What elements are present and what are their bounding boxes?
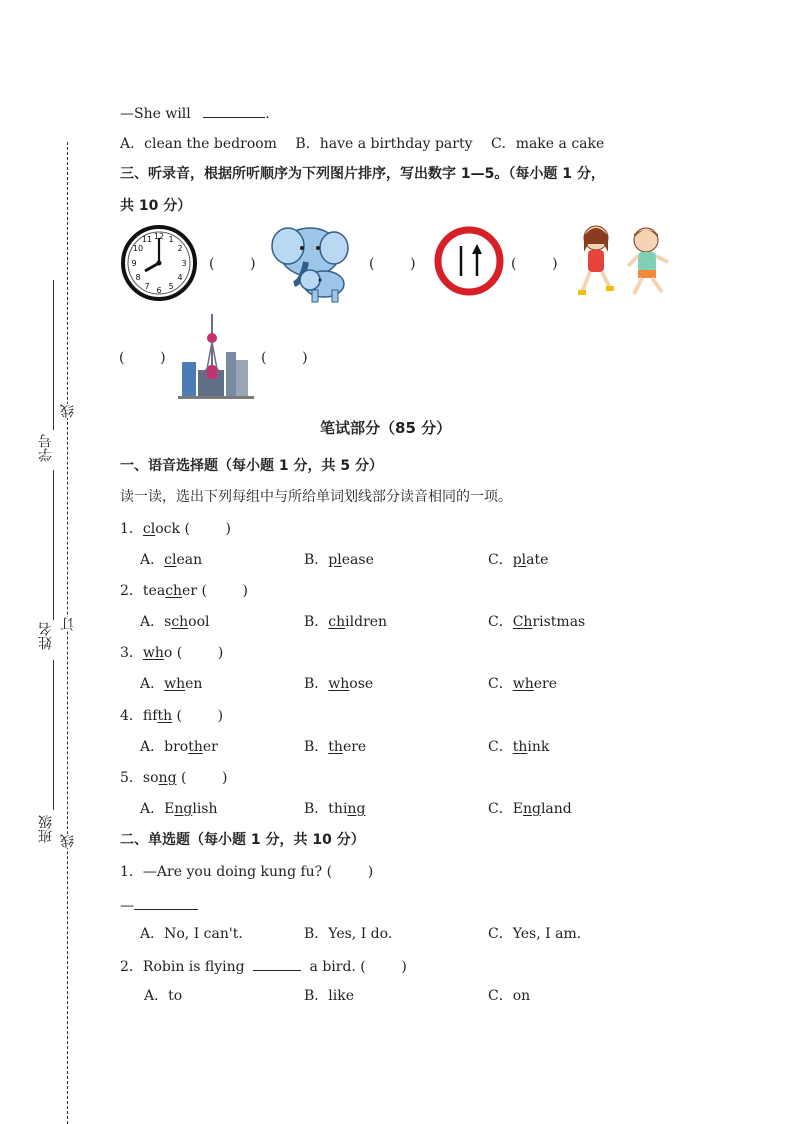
phonics-item-5-option-b[interactable]: B．thing: [304, 801, 366, 817]
mc-question-1-stem: 1．—Are you doing kung fu? ( ): [120, 864, 374, 880]
option-a-letter: A．: [120, 136, 145, 152]
student-id-underline: [53, 280, 54, 430]
svg-text:2: 2: [177, 244, 183, 253]
phonics-item-3-option-b[interactable]: B．whose: [304, 676, 374, 692]
phonics-item-1-option-a[interactable]: A．clean: [140, 552, 203, 568]
svg-text:1: 1: [168, 235, 174, 244]
clock-icon: [120, 224, 198, 302]
svg-text:4: 4: [177, 273, 183, 282]
answer-blank[interactable]: [134, 896, 198, 910]
binding-mark-xian-top: 线: [60, 404, 76, 418]
binding-dashed-line: [67, 142, 68, 1124]
phonics-item-2-option-c[interactable]: C．Christmas: [488, 614, 586, 630]
answer-blank[interactable]: [203, 104, 265, 118]
section3-title: 三、听录音，根据所听顺序为下列图片排序，写出数字 1—5。（每小题 1 分，: [120, 166, 605, 182]
name-label: 姓名: [38, 622, 54, 650]
phonics-item-4-option-c[interactable]: C．think: [488, 739, 550, 755]
section1-title: 一、语音选择题（每小题 1 分，共 5 分）: [120, 458, 383, 474]
binding-mark-ding: 订: [60, 617, 76, 631]
mc-question-1-option-c[interactable]: C．Yes, I am.: [488, 926, 582, 942]
phonics-item-5-option-c[interactable]: C．England: [488, 801, 572, 817]
phonics-item-2: 2．teacher ( ): [120, 583, 249, 599]
answer-paren[interactable]: ( ): [180, 521, 231, 537]
written-part-heading: 笔试部分（85 分）: [320, 419, 452, 437]
section3-title-cont: 共 10 分）: [120, 198, 192, 214]
answer-blank[interactable]: [253, 957, 301, 971]
svg-text:7: 7: [144, 282, 150, 291]
binding-mark-xian-bottom: 线: [60, 834, 76, 848]
phonics-item-5: 5．song ( ): [120, 770, 228, 786]
phonics-item-5-option-a[interactable]: A．English: [140, 801, 218, 817]
answer-paren-3[interactable]: ( ): [511, 256, 558, 272]
mc-question-2-option-a[interactable]: A．to: [144, 988, 183, 1004]
name-underline: [53, 470, 54, 620]
phonics-item-3-option-a[interactable]: A．when: [140, 676, 203, 692]
option-b-letter: B．: [295, 136, 320, 152]
phonics-item-1: 1．clock ( ): [120, 521, 231, 537]
answer-paren-5[interactable]: ( ): [261, 350, 308, 366]
prev-question-stem: —She will .: [120, 106, 270, 122]
class-underline: [53, 660, 54, 810]
phonics-item-4: 4．fifth ( ): [120, 708, 224, 724]
prev-question-text: —She will: [120, 106, 191, 122]
elephant-icon: [262, 222, 350, 304]
phonics-item-4-option-b[interactable]: B．there: [304, 739, 367, 755]
phonics-item-3-option-c[interactable]: C．where: [488, 676, 557, 692]
phonics-item-1-option-c[interactable]: C．plate: [488, 552, 549, 568]
answer-paren-4[interactable]: ( ): [119, 350, 166, 366]
answer-paren[interactable]: ( ): [172, 708, 224, 724]
student-id-label: 学号: [38, 434, 54, 462]
svg-text:5: 5: [168, 282, 174, 291]
section2-title: 二、单选题（每小题 1 分，共 10 分）: [120, 832, 365, 848]
prev-question-options: [120, 136, 604, 152]
option-c-letter: C．: [490, 136, 516, 152]
option-c-text: make a cake: [515, 136, 605, 152]
section1-instruction: 读一读，选出下列每组中与所给单词划线部分读音相同的一项。: [120, 489, 512, 505]
phonics-item-1-option-b[interactable]: B．please: [304, 552, 374, 568]
option-b-text: have a birthday party: [319, 136, 473, 152]
city-skyline-icon: [178, 312, 254, 400]
mc-question-1-option-a[interactable]: A．No, I can't.: [140, 926, 243, 942]
answer-paren[interactable]: ( ): [176, 770, 228, 786]
phonics-item-3: 3．who ( ): [120, 645, 224, 661]
svg-text:10: 10: [132, 244, 144, 253]
phonics-item-2-option-a[interactable]: A．school: [140, 614, 210, 630]
mc-question-2-stem: 2．Robin is flying a bird. ( ): [120, 959, 407, 975]
svg-text:8: 8: [135, 273, 141, 282]
mc-question-2-option-b[interactable]: B．like: [304, 988, 355, 1004]
answer-paren[interactable]: ( ): [197, 583, 249, 599]
answer-paren[interactable]: ( ): [172, 645, 224, 661]
phonics-item-2-option-b[interactable]: B．children: [304, 614, 388, 630]
svg-text:9: 9: [131, 259, 137, 268]
svg-text:12: 12: [153, 232, 165, 241]
option-a-text: clean the bedroom: [144, 136, 277, 152]
mc-question-2-option-c[interactable]: C．on: [488, 988, 531, 1004]
answer-paren-2[interactable]: ( ): [369, 256, 416, 272]
traffic-sign-icon: [434, 226, 504, 296]
class-label: 班级: [38, 815, 54, 843]
mc-question-1-option-b[interactable]: B．Yes, I do.: [304, 926, 393, 942]
mc-question-1-answer-line: —: [120, 896, 198, 914]
svg-text:11: 11: [141, 235, 153, 244]
phonics-item-4-option-a[interactable]: A．brother: [140, 739, 218, 755]
svg-text:6: 6: [156, 286, 162, 295]
running-children-icon: [576, 222, 674, 304]
svg-text:3: 3: [181, 259, 187, 268]
answer-paren-1[interactable]: ( ): [209, 256, 256, 272]
